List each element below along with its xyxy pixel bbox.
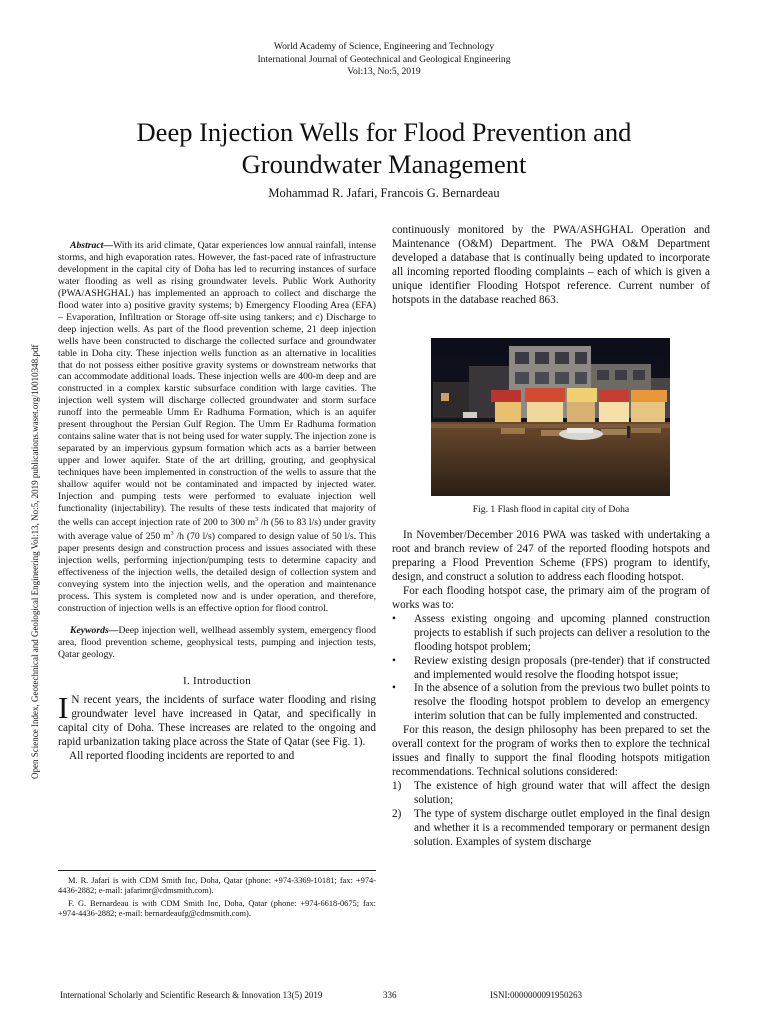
bullet-dot: • bbox=[392, 682, 396, 695]
bullet-dot: • bbox=[392, 654, 396, 667]
abstract-text-3: /h (70 l/s) compared to design value of 50 l/s. This paper presents design and construction process and issues associated with these injection wells, performing injection/pumping tests to determine capacity and effectiveness of the injection wells, the detailed design of collection system and conveying system into the injection wells, and the operation and maintenance process. This system is completed now and is under operation, and therefore, construction of injection wells is an effective option for flood control. bbox=[58, 531, 376, 615]
paper-title-line-1: Deep Injection Wells for Flood Prevention and bbox=[136, 117, 632, 147]
flood-photo bbox=[431, 338, 670, 496]
page-number: 336 bbox=[383, 990, 397, 1000]
abstract-text-1: With its arid climate, Qatar experiences low annual rainfall, intense storms, and high evaporation rates. However, the fast-paced rate of infrastructure development in the capital city of Doha has led to recurring instances of surface water flooding as well as rising groundwater levels. Public Work Authority (PWA/ASHGHAL) has implemented an approach to collect and discharge the flood water into a) positive gravity systems; b) Emergency Flooding Area (EFA) – Evaporation, Infiltration or Storage off-site using tankers; and c) Discharge to deep injection wells. As part of the flood prevention scheme, 21 deep injection wells have been constructed to discharge the collected surface and groundwater table in Doha city. These injection wells function as an alternative in localities that do not possess either positive gravity systems or downstream networks that can accommodate additional loads. These injection wells are 400-m deep and are constructed in a complex karstic subsurface condition with large cavities. The injection well system will discharge collected groundwater and storm surface runoff into the permeable Umm Er Radhuma Formation, which is an aquifer present throughout the Persian Gulf Region. The Umm Er Radhuma formation contains saline water that is not being used for water supply. The injection zone is separated by an impervious gypsum formation which acts as a barrier between upper and lower aquifer. State of the art drilling, grouting, and geophysical techniques have been implemented in construction of the wells to assure that the shallow aquifer would not be contaminated and impacted by injected water. Injection and pumping tests were performed to evaluate injection well functionality (injectability). The results of these tests indicated that majority of the wells can accept injection rate of 200 to 300 m bbox=[58, 240, 376, 529]
left-column bbox=[58, 240, 376, 764]
bullet-text: Assess existing ongoing and upcoming planned construction projects to establish if such projects can deliver a resolution to the flooding hotspot problem; bbox=[414, 612, 710, 653]
drop-cap: I bbox=[58, 689, 69, 725]
bullet-item bbox=[392, 655, 710, 683]
right-column-top bbox=[392, 224, 710, 308]
numbered-list bbox=[392, 780, 710, 850]
right-column-bottom bbox=[392, 529, 710, 850]
item-text: The type of system discharge outlet employed in the final design and whether it is a recommended temporary or permanent design solution. Examples of system discharge bbox=[414, 808, 710, 848]
numbered-item bbox=[392, 808, 710, 850]
keywords-label: Keywords bbox=[70, 625, 109, 637]
intro-paragraph-2: All reported flooding incidents are reported to and bbox=[69, 749, 295, 762]
footnote-1: M. R. Jafari is with CDM Smith Inc, Doha, Qatar (phone: +974-3369-10181; fax: +974-4436-2882; e-mail: jafarimr@cdmsmith.com). bbox=[58, 876, 376, 896]
journal-header bbox=[0, 41, 768, 79]
section-heading-introduction: I. Introduction bbox=[182, 674, 252, 687]
keywords-text: Deep injection well, wellhead assembly system, emergency flood area, flood prevention scheme, geophysical tests, pumping and injection tests, Qatar geology. bbox=[58, 625, 376, 660]
keywords bbox=[58, 625, 376, 661]
footer-publication: International Scholarly and Scientific Research & Innovation 13(5) 2019 bbox=[60, 990, 323, 1000]
bullet-list bbox=[392, 613, 710, 725]
numbered-item bbox=[392, 780, 710, 808]
abstract bbox=[58, 240, 376, 615]
figure-caption: Fig. 1 Flash flood in capital city of Doha bbox=[472, 504, 630, 515]
paragraph-november: In November/December 2016 PWA was tasked with undertaking a root and branch review of 247 of the reported flooding hotspots and preparing a Flood Prevention Scheme (FPS) program to identify, design, and construct a solution to address each flooding hotspot. bbox=[392, 529, 710, 583]
bullet-text: Review existing design proposals (pre-tender) that if constructed and implemented would resolve the flooding hotspot issue; bbox=[414, 654, 710, 681]
intro-paragraph-1-text: N recent years, the incidents of surface water flooding and rising groundwater level have increased in Qatar, and specifically in capital city of Doha. These increases are related to the ongoing and rapid urbanization taking place across the State of Qatar (see Fig. 1). bbox=[58, 693, 376, 748]
abstract-superscript-1: 3 bbox=[255, 516, 259, 523]
header-volume: Vol:13, No:5, 2019 bbox=[347, 66, 421, 78]
abstract-superscript-2: 3 bbox=[170, 531, 174, 538]
header-publisher: World Academy of Science, Engineering and Technology bbox=[273, 41, 495, 52]
footer-isni: ISNI:0000000091950263 bbox=[490, 990, 582, 1000]
intro-paragraph-1 bbox=[58, 689, 376, 750]
keywords-dash: — bbox=[108, 625, 119, 637]
continued-paragraph: continuously monitored by the PWA/ASHGHAL Operation and Maintenance (O&M) Department. The PWA O&M Department developed a database that is continually being updated to incorporate all incoming reported flooding complaints – each of which is given a unique identifier Flooding Hotspot reference. Current number of hotspots in the database reached 863. bbox=[392, 224, 710, 306]
footnotes bbox=[58, 876, 376, 922]
abstract-label: Abstract bbox=[70, 240, 104, 251]
item-number: 2) bbox=[392, 808, 402, 821]
item-number: 1) bbox=[392, 780, 402, 793]
bullet-text: In the absence of a solution from the previous two bullet points to resolve the flooding hotspot problem to develop an emergency interim solution that can be fully implemented and constructed. bbox=[414, 682, 710, 723]
abstract-text-2: /h (56 to 83 l/s) under gravity with average value of 250 m bbox=[58, 517, 376, 543]
bullet-item bbox=[392, 613, 710, 655]
footnote-rule bbox=[58, 870, 376, 871]
paper-title bbox=[60, 117, 708, 180]
side-citation: Open Science Index, Geotechnical and Geological Engineering Vol:13, No:5, 2019 publications.waset.org/10010348.pdf bbox=[30, 344, 40, 779]
paragraph-design-philosophy: For this reason, the design philosophy has been prepared to set the overall context for the program of works then to explore the technical issues and finally to support the final flooding hotspots mitigation recommendations. Technical solutions considered: bbox=[392, 724, 710, 779]
paper-title-line-2: Groundwater Management bbox=[241, 148, 527, 179]
paper-authors: Mohammad R. Jafari, Francois G. Bernardeau bbox=[268, 186, 500, 200]
header-journal: International Journal of Geotechnical and Geological Engineering bbox=[257, 53, 511, 65]
footnote-2: F. G. Bernardeau is with CDM Smith Inc, Doha, Qatar (phone: +974-6618-0675; fax: +974-4436-2882; e-mail: bernardeaufg@cdmsmith.com). bbox=[58, 898, 376, 919]
bullet-dot: • bbox=[392, 612, 396, 625]
bullet-item bbox=[392, 682, 710, 724]
paragraph-each-hotspot: For each flooding hotspot case, the primary aim of the program of works was to: bbox=[392, 584, 710, 611]
abstract-dash: — bbox=[103, 240, 114, 251]
item-text: The existence of high ground water that will affect the design solution; bbox=[414, 780, 710, 807]
